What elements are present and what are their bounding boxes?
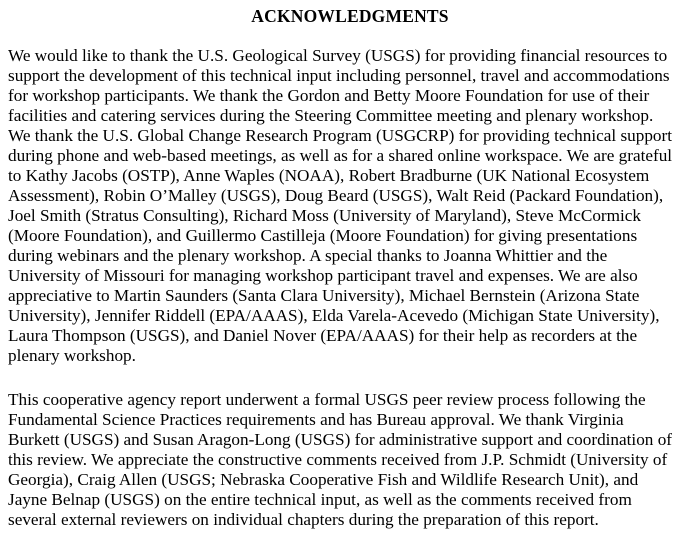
paragraph-line: appreciative to Martin Saunders (Santa Clara University), Michael Bernstein (Arizona State: [8, 286, 640, 305]
paragraph-line: this review. We appreciate the constructive comments received from J.P. Schmidt (University of: [8, 450, 668, 469]
paragraph-line: support the development of this technical input including personnel, travel and accommodations: [8, 66, 670, 85]
paragraph-line: to Kathy Jacobs (OSTP), Anne Waples (NOAA), Robert Bradburne (UK National Ecosystem: [8, 166, 650, 185]
paragraph-line: Burkett (USGS) and Susan Aragon-Long (USGS) for administrative support and coordination of: [8, 430, 673, 449]
paragraph-line: We would like to thank the U.S. Geological Survey (USGS) for providing financial resources to: [8, 46, 668, 65]
paragraph-line: Fundamental Science Practices requirements and has Bureau approval. We thank Virginia: [8, 410, 624, 429]
paragraph-line: Assessment), Robin O’Malley (USGS), Doug Beard (USGS), Walt Reid (Packard Foundation),: [8, 186, 664, 205]
paragraph-line: facilities and catering services during the Steering Committee meeting and plenary workshop.: [8, 106, 654, 125]
paragraph-line: during webinars and the plenary workshop. A special thanks to Joanna Whittier and the: [8, 246, 608, 265]
paragraph-line: Georgia), Craig Allen (USGS; Nebraska Cooperative Fish and Wildlife Research Unit), and: [8, 470, 639, 489]
paragraph-line: Jayne Belnap (USGS) on the entire technical input, as well as the comments received from: [8, 490, 632, 509]
paragraph-line: Joel Smith (Stratus Consulting), Richard Moss (University of Maryland), Steve McCormick: [8, 206, 642, 225]
paragraph-line: several external reviewers on individual chapters during the preparation of this report.: [8, 510, 599, 529]
paragraph-line: (Moore Foundation), and Guillermo Castilleja (Moore Foundation) for giving presentations: [8, 226, 638, 245]
paragraph-line: plenary workshop.: [8, 346, 136, 365]
paragraph-line: during phone and web-based meetings, as well as for a shared online workspace. We are grateful: [8, 146, 673, 165]
page-title: ACKNOWLEDGMENTS: [251, 6, 449, 26]
paragraph-line: This cooperative agency report underwent a formal USGS peer review process following the: [8, 390, 646, 409]
paragraph-line: We thank the U.S. Global Change Research Program (USGCRP) for providing technical support: [8, 126, 673, 145]
paragraph-line: Laura Thompson (USGS), and Daniel Nover (EPA/AAAS) for their help as recorders at the: [8, 326, 638, 345]
paragraph-line: University of Missouri for managing workshop participant travel and expenses. We are also: [8, 266, 638, 285]
paragraph-line: for workshop participants. We thank the Gordon and Betty Moore Foundation for use of their: [8, 86, 650, 105]
paragraph-line: University), Jennifer Riddell (EPA/AAAS), Elda Varela-Acevedo (Michigan State University),: [8, 306, 660, 325]
